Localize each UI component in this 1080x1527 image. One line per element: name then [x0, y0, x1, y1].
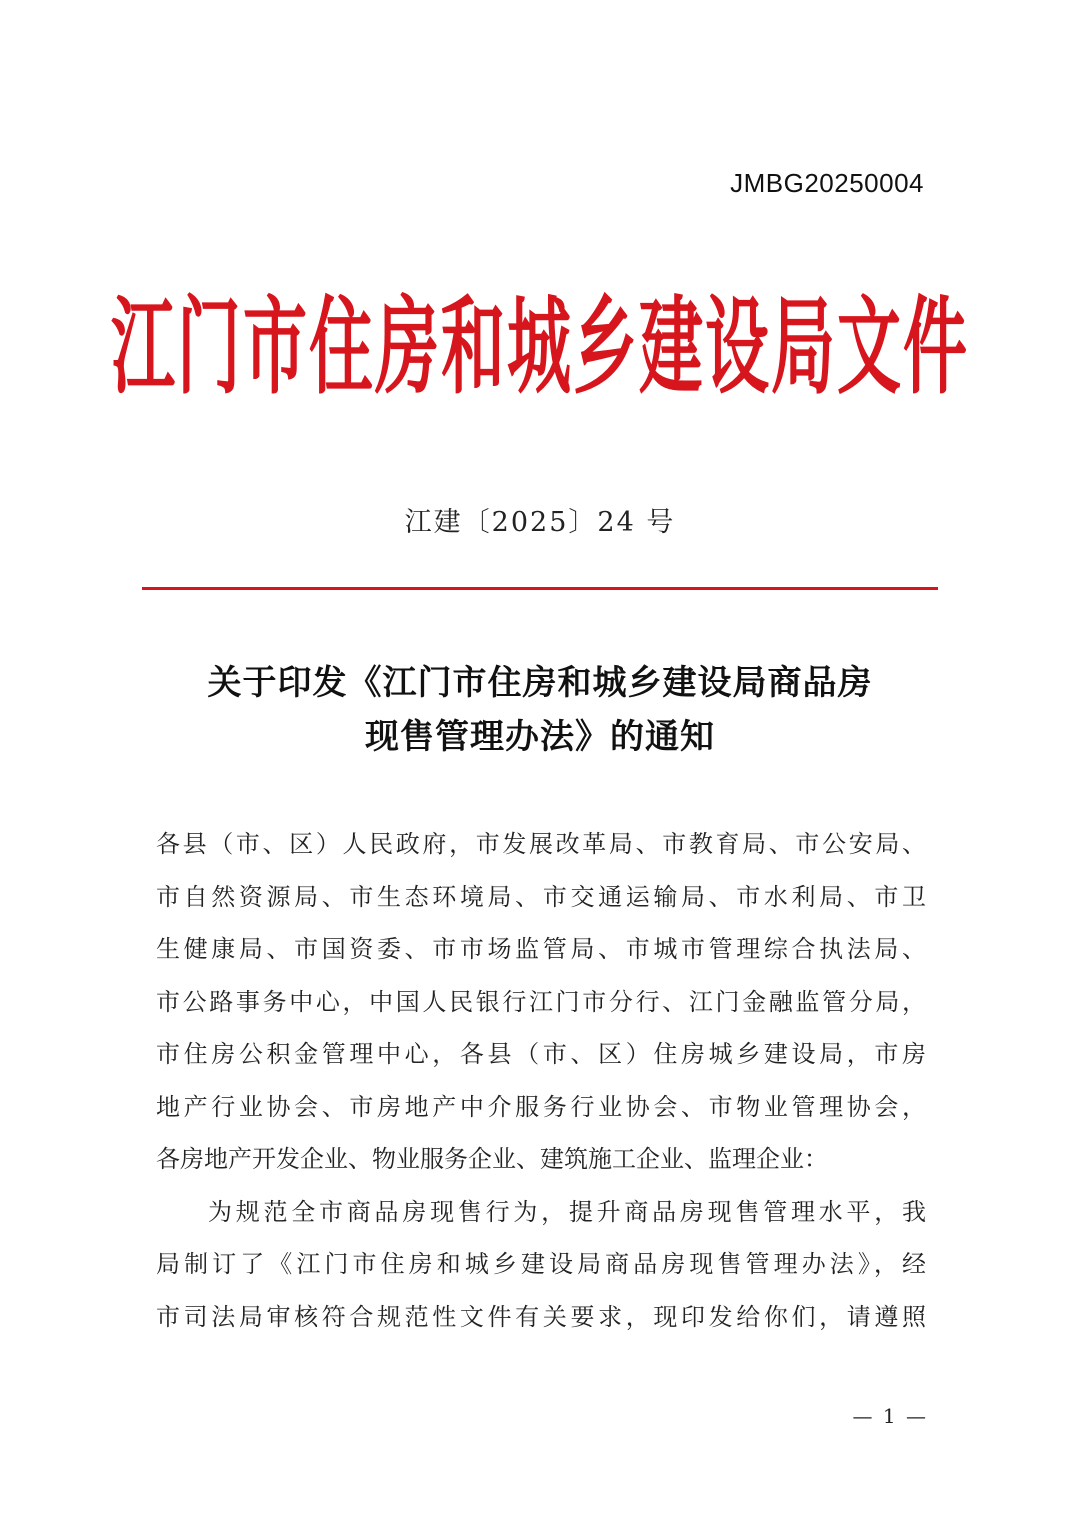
recipients-line: 市住房公积金管理中心，各县（市、区）住房城乡建设局，市房: [156, 1040, 926, 1068]
recipients-line: 市公路事务中心，中国人民银行江门市分行、江门金融监管分局，: [156, 987, 926, 1016]
red-separator-line: [142, 587, 938, 590]
title-line: 关于印发《江门市住房和城乡建设局商品房: [207, 663, 873, 703]
document-code: JMBG20250004: [730, 168, 924, 198]
recipients-line: 市自然资源局、市生态环境局、市交通运输局、市水利局、市卫: [156, 882, 926, 911]
recipients-line: 各县（市、区）人民政府，市发展改革局、市教育局、市公安局、: [156, 830, 926, 858]
paragraph-line: 市司法局审核符合规范性文件有关要求，现印发给你们，请遵照: [156, 1302, 926, 1331]
issuer-header: [0, 285, 1080, 413]
title-line: 现售管理办法》的通知: [365, 717, 715, 757]
paragraph-line: 局制订了《江门市住房和城乡建设局商品房现售管理办法》，经: [156, 1250, 926, 1278]
document-number: 江建〔2025〕24 号: [404, 507, 676, 538]
recipients-line: 各房地产开发企业、物业服务企业、建筑施工企业、监理企业：: [156, 1145, 828, 1173]
page-number: — 1 —: [852, 1404, 928, 1428]
recipients-line: 生健康局、市国资委、市市场监管局、市城市管理综合执法局、: [156, 935, 926, 963]
paragraph-line: 为规范全市商品房现售行为，提升商品房现售管理水平，我: [208, 1197, 926, 1226]
document-title: [0, 656, 1080, 764]
document-body: [156, 818, 926, 1343]
recipients-line: 地产行业协会、市房地产中介服务行业协会、市物业管理协会，: [156, 1092, 926, 1121]
issuer-header-text: 江门市住房和城乡建设局文件: [111, 286, 969, 411]
